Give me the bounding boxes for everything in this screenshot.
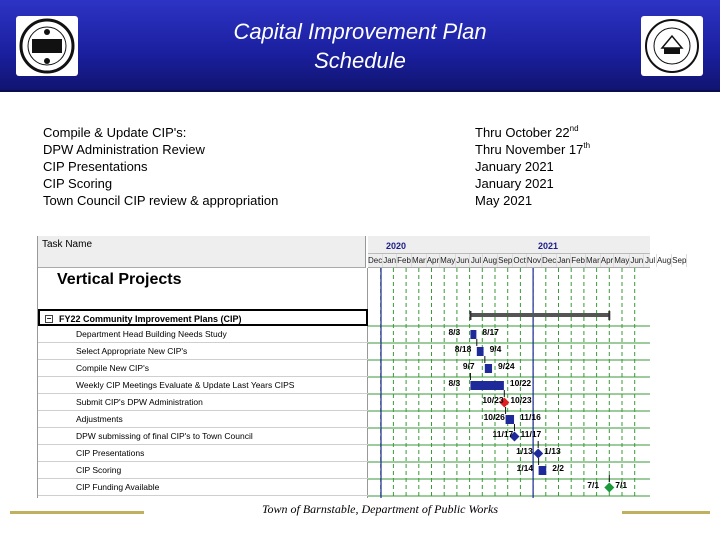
month-label: Apr	[600, 256, 614, 265]
task-row[interactable]	[38, 343, 368, 360]
month-label: Mar	[411, 256, 426, 265]
date-label: 8/17	[482, 327, 499, 337]
task-bar[interactable]	[506, 415, 514, 424]
month-label: Jul	[644, 256, 656, 265]
milestone-diamond[interactable]	[604, 483, 614, 493]
date-label: 9/7	[462, 361, 475, 371]
schedule-item: Compile & Update CIP's:	[43, 125, 187, 140]
timescale-header	[368, 236, 687, 268]
task-bar[interactable]	[485, 364, 492, 373]
date-label: 1/13	[544, 446, 561, 456]
month-label: Oct	[513, 256, 526, 265]
month-label: Feb	[397, 256, 411, 265]
month-label: Feb	[571, 256, 585, 265]
task-label: Adjustments	[76, 414, 123, 424]
date-label: 9/24	[498, 361, 515, 371]
date-label: 11/17	[520, 429, 542, 439]
month-label: Sep	[498, 256, 513, 265]
schedule-date: Thru October 22nd	[475, 124, 579, 140]
task-bar[interactable]	[477, 347, 484, 356]
date-label: 1/14	[516, 463, 534, 473]
schedule-date: May 2021	[475, 193, 533, 208]
task-label: CIP Scoring	[76, 465, 122, 475]
task-row[interactable]	[38, 377, 368, 394]
title-banner	[0, 0, 720, 92]
month-label: Jul	[470, 256, 482, 265]
month-row	[368, 253, 687, 267]
task-label: Submit CIP's DPW Administration	[76, 397, 203, 407]
month-label: Dec	[542, 256, 557, 265]
date-label: 7/1	[615, 480, 628, 490]
page-title	[110, 17, 610, 75]
date-label: 10/26	[483, 412, 505, 422]
task-row[interactable]	[38, 360, 368, 377]
summary-bar[interactable]	[470, 313, 609, 317]
footer-accent-left	[10, 511, 144, 514]
task-bar[interactable]	[539, 466, 547, 475]
month-label: Dec	[368, 256, 383, 265]
month-label: Jan	[383, 256, 397, 265]
date-label: 10/22	[509, 378, 532, 388]
date-label: 8/18	[454, 344, 472, 354]
date-label: 8/3	[448, 378, 461, 388]
task-bar[interactable]	[470, 330, 476, 339]
summary-task-row[interactable]	[38, 309, 368, 326]
task-label: CIP Presentations	[76, 448, 145, 458]
task-label: DPW submissing of final CIP's to Town Council	[76, 431, 253, 441]
footer-accent-right	[622, 511, 710, 514]
date-label: 10/23	[510, 395, 532, 405]
schedule-item: Town Council CIP review & appropriation	[43, 193, 279, 208]
date-label: 8/3	[448, 327, 461, 337]
year-label: 2020	[386, 241, 407, 251]
date-label: 11/16	[520, 412, 541, 422]
schedule-item: CIP Scoring	[43, 176, 113, 191]
month-label: Nov	[526, 256, 542, 265]
footer-text: Town of Barnstable, Department of Public Works	[261, 502, 499, 516]
section-title: Vertical Projects	[57, 271, 182, 288]
schedule-dates	[475, 124, 590, 209]
schedule-date: Thru November 17th	[475, 141, 591, 157]
date-label: 2/2	[552, 463, 565, 473]
month-label: Apr	[426, 256, 440, 265]
public-works-seal-icon	[16, 16, 78, 76]
month-label: Sep	[672, 256, 687, 265]
task-row[interactable]	[38, 326, 368, 343]
month-label: May	[614, 256, 630, 265]
month-label: Jan	[557, 256, 571, 265]
month-label: Aug	[482, 256, 498, 265]
date-label: 7/1	[587, 480, 600, 490]
title-line-2: Schedule	[314, 48, 406, 73]
summary-bar-end	[608, 311, 610, 320]
task-bar[interactable]	[470, 381, 503, 390]
month-label: May	[440, 256, 456, 265]
schedule-item: DPW Administration Review	[43, 142, 205, 157]
task-row[interactable]	[38, 411, 368, 428]
gantt-timeline	[368, 268, 650, 498]
schedule-date: January 2021	[475, 176, 554, 191]
month-label: Jun	[630, 256, 644, 265]
task-list	[38, 268, 368, 498]
date-label: 9/4	[489, 344, 502, 354]
task-label: CIP Funding Available	[76, 482, 160, 492]
town-seal-icon	[641, 16, 703, 76]
task-row[interactable]	[38, 445, 368, 462]
year-label: 2021	[538, 241, 559, 251]
task-name-header[interactable]: Task Name	[38, 236, 366, 268]
title-line-1: Capital Improvement Plan	[233, 19, 487, 44]
month-label: Aug	[656, 256, 672, 265]
month-label: Mar	[585, 256, 600, 265]
summary-task-label: FY22 Community Improvement Plans (CIP)	[59, 314, 242, 324]
task-row[interactable]	[38, 394, 368, 411]
summary-bar-end	[469, 311, 471, 320]
task-row[interactable]	[38, 479, 368, 496]
task-label: Department Head Building Needs Study	[76, 329, 227, 339]
month-label: Jun	[456, 256, 470, 265]
gantt-chart	[37, 236, 687, 498]
task-label: Compile New CIP's	[76, 363, 149, 373]
schedule-date: January 2021	[475, 159, 554, 174]
task-label: Weekly CIP Meetings Evaluate & Update Last Years CIPS	[76, 380, 295, 390]
task-label: Select Appropriate New CIP's	[76, 346, 188, 356]
schedule-item: CIP Presentations	[43, 159, 148, 174]
task-row[interactable]	[38, 428, 368, 445]
task-row[interactable]	[38, 462, 368, 479]
date-label: 10/23	[482, 395, 504, 405]
milestone-diamond[interactable]	[533, 449, 543, 459]
collapse-icon[interactable]: −	[46, 314, 52, 323]
schedule-items	[43, 124, 278, 209]
date-label: 1/13	[516, 446, 533, 456]
date-label: 11/17	[492, 429, 514, 439]
